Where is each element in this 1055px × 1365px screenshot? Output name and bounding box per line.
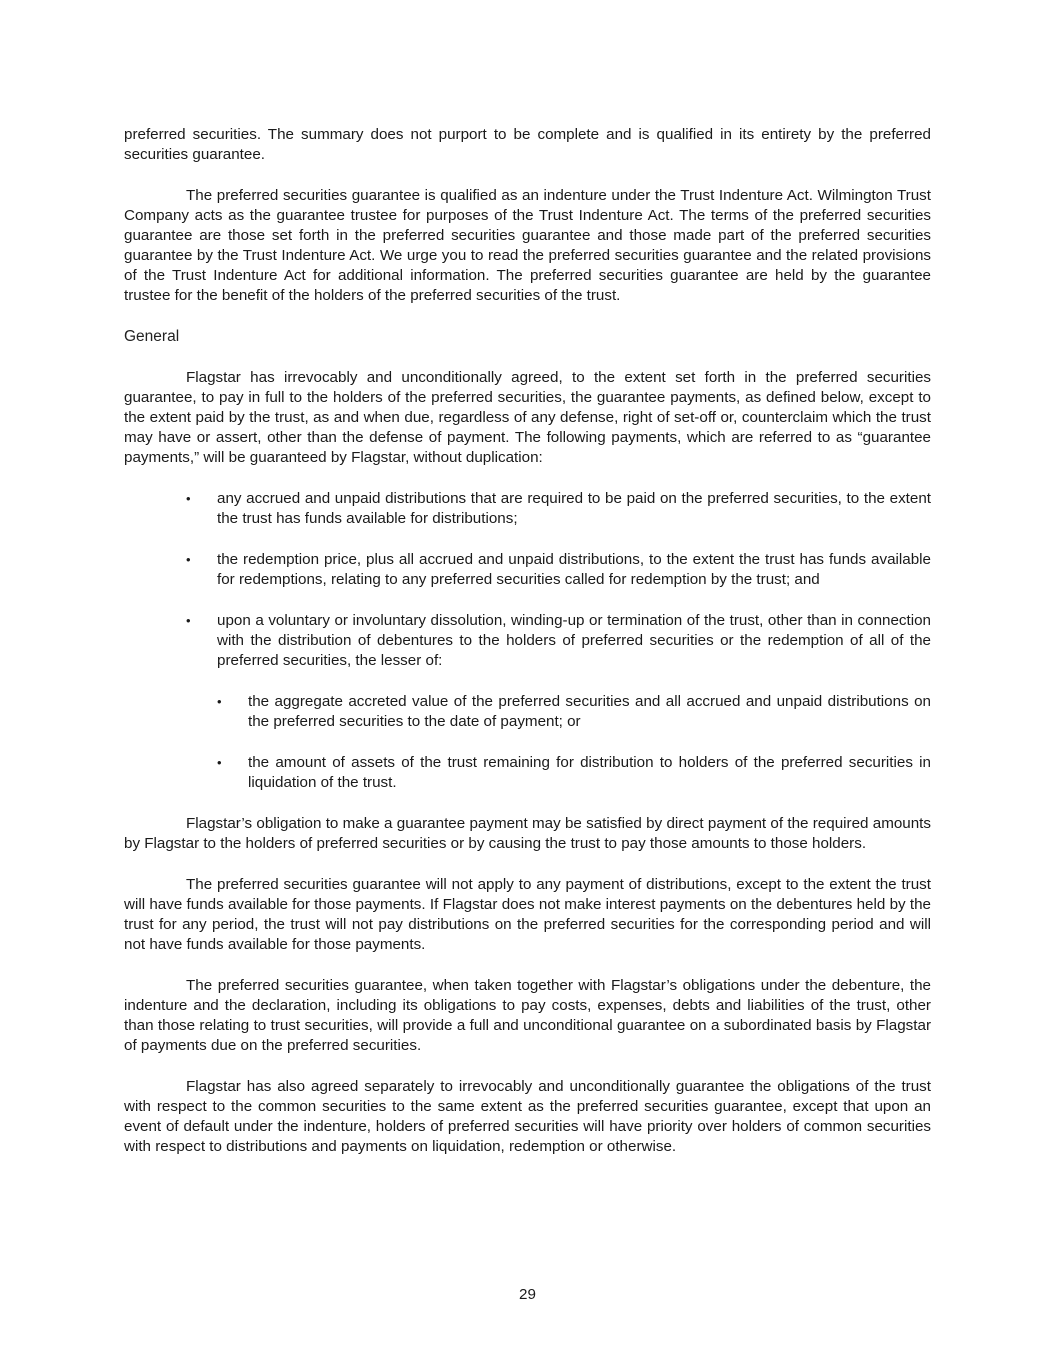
sub-list-item-text: the aggregate accreted value of the preferred securities and all accrued and unpaid distributions on the preferred securities to the date of payment; or [248,693,931,730]
paragraph-continuation: preferred securities. The summary does not purport to be complete and is qualified in its entirety by the preferred securities guarantee. [124,126,931,163]
sub-list-item-text: the amount of assets of the trust remaining for distribution to holders of the preferred securities in liquidation of the trust. [248,754,931,791]
document-page [124,125,931,1178]
list-item [124,550,931,590]
paragraph-full-guarantee: The preferred securities guarantee, when taken together with Flagstar’s obligations under the debenture, the indenture and the declaration, including its obligations to pay costs, expenses, debts and liabilities of the trust, other than those relating to trust securities, will provide a full and unconditional guarantee on a subordinated basis by Flagstar of payments due on the preferred securities. [124,977,931,1054]
sub-list-item [124,753,931,793]
lesser-of-list [217,692,931,793]
bullet-icon: • [186,491,191,506]
list-item [124,489,931,529]
paragraph-general-intro: Flagstar has irrevocably and unconditionally agreed, to the extent set forth in the preferred securities guarantee, to pay in full to the holders of the preferred securities, the guarantee payments, as defined below, except to the extent paid by the trust, as and when due, regardless of any defense, right of set-off or, counterclaim which the trust may have or assert, other than the defense of payment. The following payments, which are referred to as “guarantee payments,” will be guaranteed by Flagstar, without duplication: [124,369,931,466]
section-heading-general: General [124,328,180,345]
paragraph-obligation: Flagstar’s obligation to make a guarantee payment may be satisfied by direct payment of the required amounts by Flagstar to the holders of preferred securities or by causing the trust to pay those amounts to those holders. [124,815,931,852]
bullet-icon: • [186,613,191,628]
guarantee-payments-list [124,489,931,793]
sub-list-item [124,692,931,732]
paragraph-common-securities: Flagstar has also agreed separately to irrevocably and unconditionally guarantee the obligations of the trust with respect to the common securities to the same extent as the preferred securities guarantee, except that upon an event of default under the indenture, holders of preferred securities will have priority over holders of common securities with respect to distributions and payments on liquidation, redemption or otherwise. [124,1078,931,1155]
page-number: 29 [519,1286,536,1303]
list-item-text: any accrued and unpaid distributions that are required to be paid on the preferred securities, to the extent the trust has funds available for distributions; [217,490,931,527]
bullet-icon: • [217,694,222,709]
bullet-icon: • [186,552,191,567]
paragraph-distributions: The preferred securities guarantee will not apply to any payment of distributions, except to the extent the trust will have funds available for those payments. If Flagstar does not make interest payments on the debentures held by the trust for any period, the trust will not pay distributions on the preferred securities for the corresponding period and will not have funds available for those payments. [124,876,931,953]
list-item-text: upon a voluntary or involuntary dissolution, winding-up or termination of the trust, other than in connection with the distribution of debentures to the holders of preferred securities or the redemption of all of the preferred securities, the lesser of: [217,612,931,669]
list-item [124,611,931,793]
list-item-text: the redemption price, plus all accrued and unpaid distributions, to the extent the trust has funds available for redemptions, relating to any preferred securities called for redemption by the trust; and [217,551,931,588]
bullet-icon: • [217,755,222,770]
paragraph-trust-indenture: The preferred securities guarantee is qualified as an indenture under the Trust Indenture Act. Wilmington Trust Company acts as the guarantee trustee for purposes of the Trust Indenture Act. The terms of the preferred securities guarantee are those set forth in the preferred securities guarantee and those made part of the preferred securities guarantee by the Trust Indenture Act. We urge you to read the preferred securities guarantee and the related provisions of the Trust Indenture Act for additional information. The preferred securities guarantee are held by the guarantee trustee for the benefit of the holders of the preferred securities of the trust. [124,187,931,304]
